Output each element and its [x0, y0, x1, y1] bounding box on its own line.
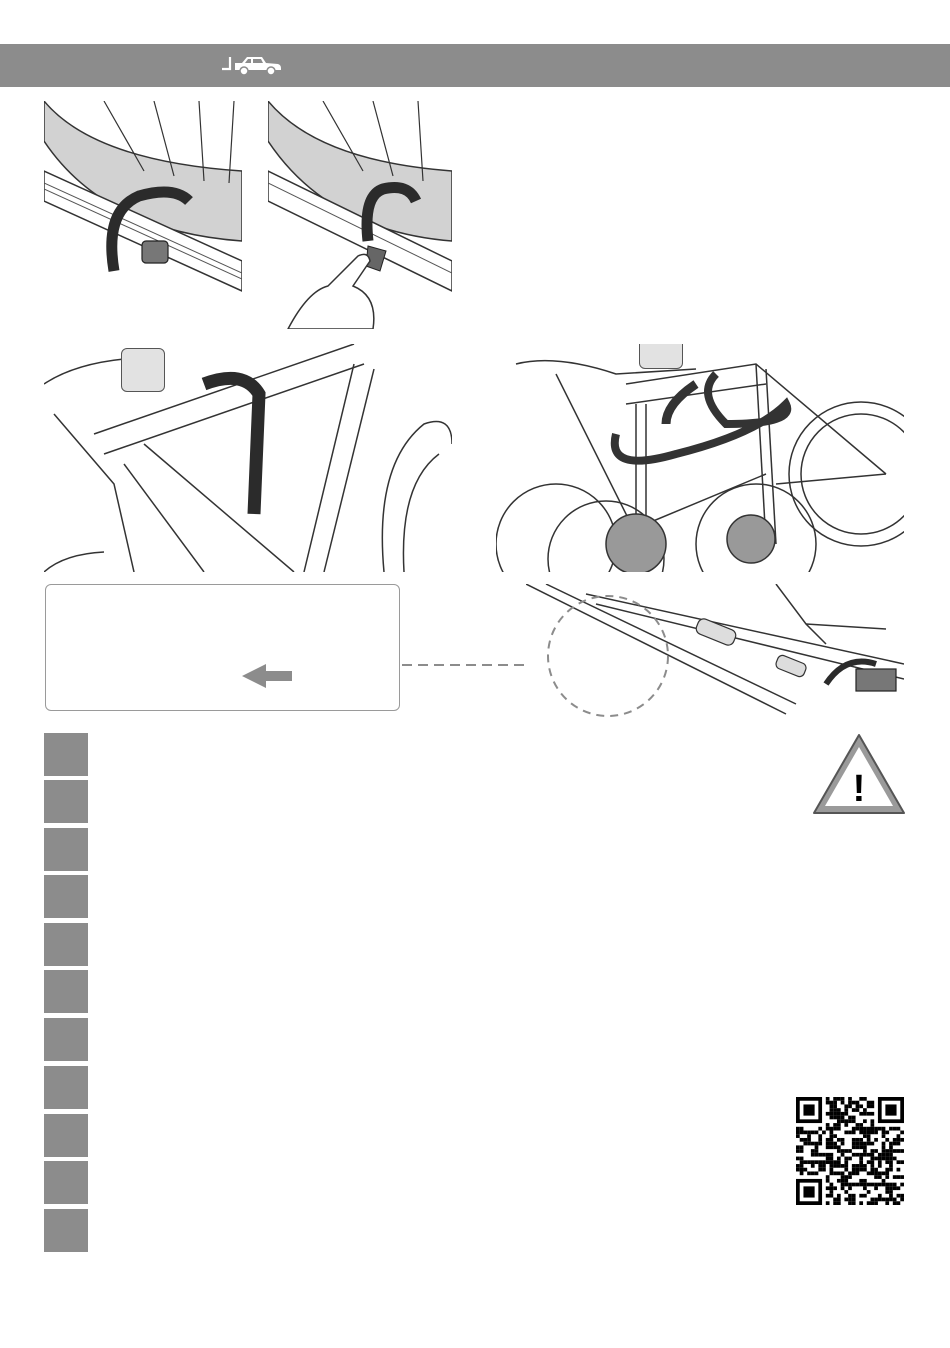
- illustration-strap-wheel: [44, 101, 242, 299]
- arrow-left-icon: [242, 663, 294, 689]
- callout-box: [45, 584, 400, 711]
- lang-tab-9[interactable]: [44, 1114, 88, 1157]
- car-with-tow-hitch-icon: [218, 54, 284, 78]
- illustration-frame-strap: [44, 344, 452, 572]
- illustration-press-buckle: [268, 101, 452, 329]
- illustration-bike-lock: [496, 344, 904, 572]
- lang-tab-3[interactable]: [44, 828, 88, 871]
- callout-connector: [400, 660, 542, 670]
- illustration-carrier-detail: [526, 584, 904, 724]
- lang-tab-8[interactable]: [44, 1066, 88, 1109]
- lang-tab-5[interactable]: [44, 923, 88, 966]
- header-bar: [0, 44, 950, 87]
- lang-tab-1[interactable]: [44, 733, 88, 776]
- lang-tab-10[interactable]: [44, 1161, 88, 1204]
- step-badge-right: [639, 344, 683, 369]
- lang-tab-11[interactable]: [44, 1209, 88, 1252]
- qr-code[interactable]: [796, 1097, 904, 1205]
- step-badge-left: [121, 348, 165, 392]
- lang-tab-4[interactable]: [44, 875, 88, 918]
- lang-tab-6[interactable]: [44, 970, 88, 1013]
- warning-symbol: !: [852, 768, 866, 810]
- lang-tab-7[interactable]: [44, 1018, 88, 1061]
- lang-tab-2[interactable]: [44, 780, 88, 823]
- warning-triangle-icon: [812, 733, 906, 815]
